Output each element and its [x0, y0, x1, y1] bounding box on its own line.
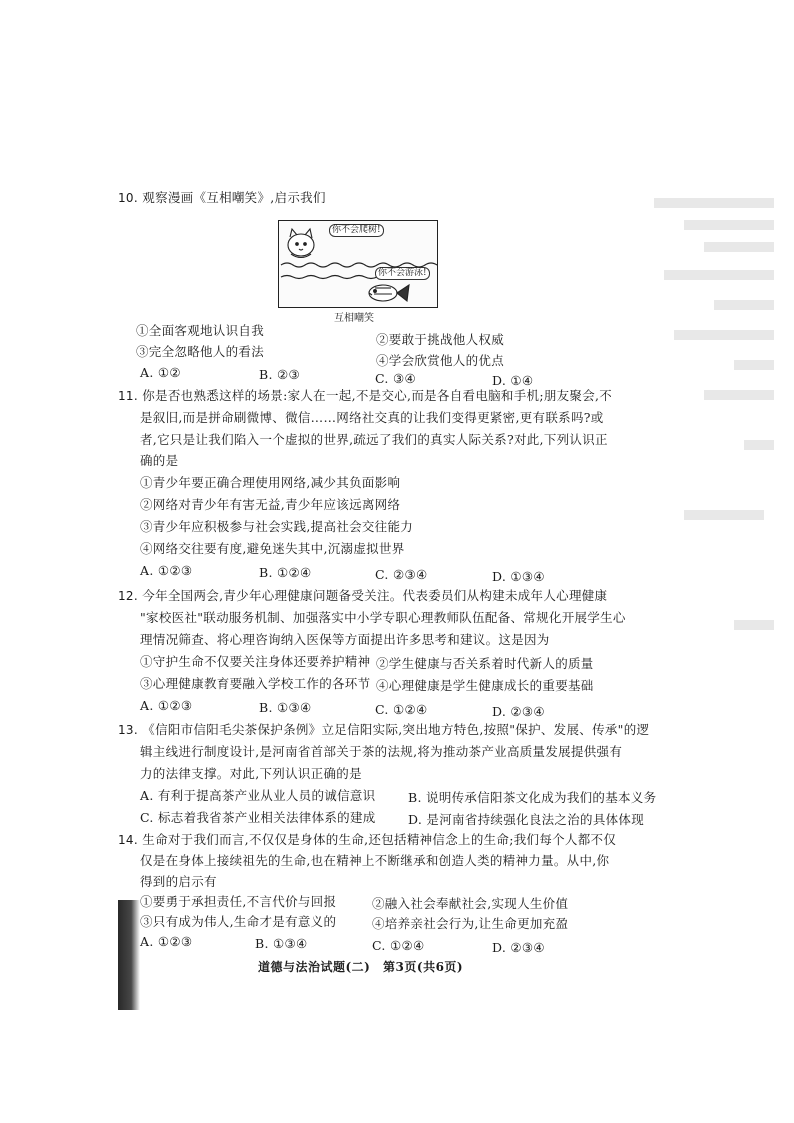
q11-stem-line-3: 者,它只是让我们陷入一个虚拟的世界,疏远了我们的真实人际关系?对此,下列认识正 [140, 432, 608, 447]
q10-answer-a: A. ①② [140, 365, 181, 380]
page-footer [258, 958, 463, 975]
q11-answer-b: B. ①②④ [259, 565, 312, 580]
q14-stem-line-1: 14. 生命对于我们而言,不仅仅是身体的生命,还包括精神信念上的生命;我们每个人都不仅 [118, 832, 617, 847]
cat-speech-bubble: 你不会爬树! [329, 224, 384, 237]
q10-option-3: ③完全忽略他人的看法 [136, 344, 265, 359]
q12-option-2: ②学生健康与否关系着时代新人的质量 [376, 656, 594, 671]
q14-stem-line-3: 得到的启示有 [140, 874, 217, 889]
q14-answer-b: B. ①③④ [255, 936, 308, 951]
cartoon-caption: 互相嘲笑 [334, 313, 374, 324]
q12-option-1: ①守护生命不仅要关注身体还要养护精神 [140, 654, 371, 669]
q10-answer-b: B. ②③ [259, 367, 301, 382]
q14-option-2: ②融入社会奉献社会,实现人生价值 [372, 896, 569, 911]
q11-option-1: ①青少年要正确合理使用网络,减少其负面影响 [140, 475, 401, 490]
q12-stem-line-1: 12. 今年全国两会,青少年心理健康问题备受关注。代表委员们从构建未成年人心理健康 [118, 588, 608, 603]
footer-page-number: 第3页(共6页) [383, 960, 464, 974]
q11-stem-line-4: 确的是 [140, 453, 179, 468]
q13-stem-line-2: 辑主线进行制度设计,是河南省首部关于茶的法规,将为推动茶产业高质量发展提供强有 [140, 744, 623, 759]
scan-shadow [118, 900, 140, 1010]
q10-stem: 10. 观察漫画《互相嘲笑》,启示我们 [118, 190, 326, 205]
q11-answer-a: A. ①②③ [140, 563, 193, 578]
q12-option-3: ③心理健康教育要融入学校工作的各环节 [140, 676, 371, 691]
q12-answer-b: B. ①③④ [259, 700, 312, 715]
q10-cartoon [278, 220, 438, 308]
q10-option-4: ④学会欣赏他人的优点 [376, 353, 505, 368]
q12-stem-line-3: 理情况筛查、将心理咨询纳入医保等方面提出许多思考和建议。这是因为 [140, 632, 550, 647]
fish-figure [369, 285, 409, 301]
footer-subject: 道德与法治试题(二) [258, 960, 371, 974]
q13-stem-line-1: 13. 《信阳市信阳毛尖茶保护条例》立足信阳实际,突出地方特色,按照"保护、发展、传承"的逻 [118, 722, 650, 737]
q12-stem-line-2: "家校医社"联动服务机制、加强落实中小学专职心理教师队伍配备、常规化开展学生心 [140, 610, 626, 625]
bleed-through-marks [644, 190, 794, 690]
q14-answer-c: C. ①②④ [372, 938, 425, 953]
q14-option-4: ④培养亲社会行为,让生命更加充盈 [372, 916, 569, 931]
q10-answer-c: C. ③④ [375, 371, 416, 386]
q11-option-4: ④网络交往要有度,避免迷失其中,沉溺虚拟世界 [140, 541, 405, 556]
q13-option-d: D. 是河南省持续强化良法之治的具体体现 [408, 812, 645, 827]
q14-answer-a: A. ①②③ [140, 934, 193, 949]
cat-figure [288, 229, 314, 258]
q13-option-a: A. 有利于提高茶产业从业人员的诚信意识 [140, 788, 376, 803]
q14-stem-line-2: 仅是在身体上接续祖先的生命,也在精神上不断继承和创造人类的精神力量。从中,你 [140, 853, 610, 868]
q12-answer-a: A. ①②③ [140, 698, 193, 713]
q11-answer-d: D. ①③④ [492, 569, 545, 584]
q11-answer-c: C. ②③④ [375, 567, 428, 582]
q10-option-1: ①全面客观地认识自我 [136, 323, 265, 338]
q12-answer-c: C. ①②④ [375, 702, 428, 717]
q11-option-2: ②网络对青少年有害无益,青少年应该远离网络 [140, 497, 401, 512]
q13-stem-line-3: 力的法律支撑。对此,下列认识正确的是 [140, 766, 362, 781]
fish-speech-bubble: 你不会游泳! [375, 267, 430, 280]
q14-option-1: ①要勇于承担责任,不言代价与回报 [140, 894, 337, 909]
q13-option-c: C. 标志着我省茶产业相关法律体系的建成 [140, 810, 376, 825]
q12-answer-d: D. ②③④ [492, 704, 545, 719]
q14-option-3: ③只有成为伟人,生命才是有意义的 [140, 914, 337, 929]
q13-option-b: B. 说明传承信阳茶文化成为我们的基本义务 [408, 790, 657, 805]
q10-option-2: ②要敢于挑战他人权威 [376, 332, 505, 347]
q12-option-4: ④心理健康是学生健康成长的重要基础 [376, 678, 594, 693]
q14-answer-d: D. ②③④ [492, 940, 545, 955]
q11-option-3: ③青少年应积极参与社会实践,提高社会交往能力 [140, 519, 414, 534]
q10-answer-d: D. ①④ [492, 373, 534, 388]
q11-stem-line-1: 11. 你是否也熟悉这样的场景:家人在一起,不是交心,而是各自看电脑和手机;朋友聚会,不 [118, 388, 613, 403]
q11-stem-line-2: 是叙旧,而是拼命刷微博、微信……网络社交真的让我们变得更紧密,更有联系吗?或 [140, 410, 604, 425]
